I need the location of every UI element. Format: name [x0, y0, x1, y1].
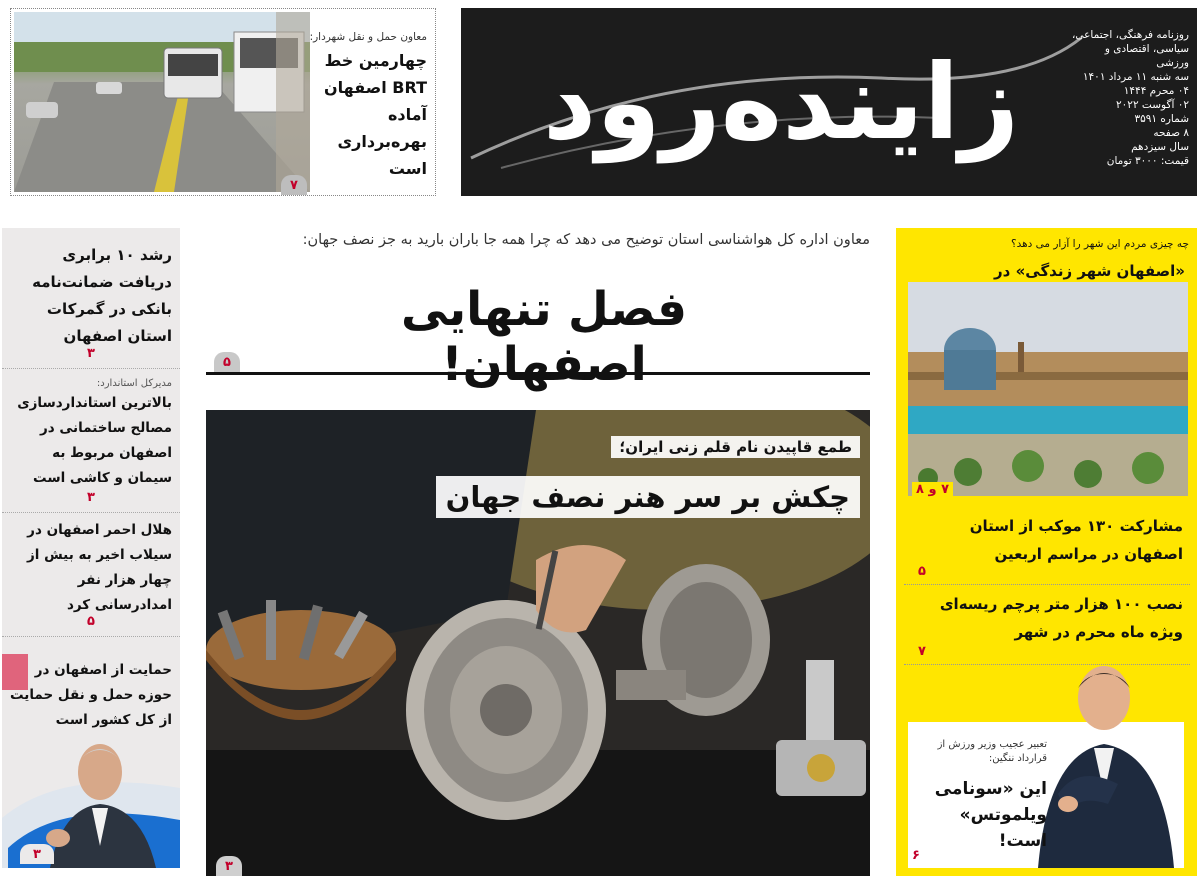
publication-info: [1069, 28, 1189, 168]
left-story-1[interactable]: [6, 242, 172, 350]
feature-story[interactable]: [206, 410, 870, 876]
right-story-1[interactable]: مشارکت ۱۳۰ موکب از استان اصفهان در مراسم اربعین: [969, 517, 1183, 563]
info-line: روزنامه فرهنگی، اجتماعی،: [1072, 29, 1189, 41]
brt-page-number: ۷: [281, 175, 307, 195]
brt-bus-photo: [14, 12, 310, 192]
info-line: ۸ صفحه: [1153, 127, 1189, 139]
left-story-title[interactable]: حمایت از اصفهان در حوزه حمل و نقل حمایت از کل کشور است: [10, 662, 172, 728]
brt-kicker: معاون حمل و نقل شهردار:: [309, 31, 427, 43]
left-story-4[interactable]: [6, 658, 172, 733]
left-story-page-number: ۵: [87, 614, 95, 629]
right-story-2[interactable]: نصب ۱۰۰ هزار متر پرچم ریسه‌ای ویژه ماه محرم در شهر: [939, 595, 1183, 641]
sports-headline[interactable]: این «سونامی ویلموتس» است!: [934, 779, 1047, 851]
left-story-title[interactable]: هلال احمر اصفهان در سیلاب اخیر به بیش از چهار هزار نفر امدادرسانی کرد: [27, 522, 172, 613]
right-top-headline[interactable]: «اصفهان شهر زندگی» در: [994, 262, 1185, 280]
left-news-column: [2, 228, 180, 868]
sports-page-number: ۶: [912, 848, 920, 863]
brt-headline[interactable]: چهارمین خط BRT اصفهان آماده بهره‌برداری است: [324, 51, 427, 178]
brt-story-text: [309, 31, 427, 182]
feature-page-number: ۳: [216, 856, 242, 876]
brt-photo-illustration: [14, 12, 310, 192]
divider: [904, 584, 1190, 585]
info-line: قیمت: ۳۰۰۰ تومان: [1106, 155, 1189, 167]
main-story-kicker: معاون اداره کل هواشناسی استان توضیح می دهد که چرا همه جا باران بارید به جز نصف جهان:: [302, 232, 870, 248]
left-story-title[interactable]: رشد ۱۰ برابری دریافت ضمانت‌نامه بانکی در گمرکات استان اصفهان: [32, 246, 172, 345]
info-line: ۰۲ آگوست ۲۰۲۲: [1116, 99, 1189, 111]
main-headline[interactable]: فصل تنهایی اصفهان!: [400, 282, 688, 392]
masthead: [461, 8, 1197, 196]
right-top-page-numbers: ۷ و ۸: [912, 482, 953, 497]
left-story-title[interactable]: بالاترین استانداردسازی مصالح ساختمانی در اصفهان مربوط به سیمان و کاشی است: [17, 395, 172, 486]
divider: [2, 636, 180, 637]
info-line: سال سیزدهم: [1131, 141, 1189, 153]
newspaper-logo: زاینده‌رود: [542, 41, 1020, 163]
left-story-3[interactable]: [6, 518, 172, 618]
feature-headline[interactable]: چکش بر سر هنر نصف جهان: [436, 476, 860, 518]
naqsh-e-jahan-square-photo: [908, 282, 1188, 496]
right-story-page-number: ۵: [918, 564, 926, 579]
info-line: سیاسی، اقتصادی و ورزشی: [1104, 43, 1189, 69]
sports-kicker: تعبیر عجیب وزیر ورزش از قرارداد ننگین:: [937, 739, 1047, 764]
main-page-number: ۵: [214, 352, 240, 372]
left-story-page-number: ۳: [20, 844, 54, 864]
left-story-2[interactable]: [6, 378, 172, 491]
left-story-page-number: ۳: [87, 346, 95, 361]
left-story-kicker: مدیرکل استاندارد:: [96, 378, 172, 389]
square-illustration: [908, 282, 1188, 496]
right-top-kicker: چه چیزی مردم این شهر را آزار می دهد؟: [1011, 238, 1189, 250]
divider: [2, 368, 180, 369]
left-story-page-number: ۳: [87, 490, 95, 505]
brt-story-box[interactable]: [10, 8, 436, 196]
info-line: سه شنبه ۱۱ مرداد ۱۴۰۱: [1082, 71, 1189, 83]
divider: [2, 512, 180, 513]
info-line: ۰۴ محرم ۱۴۴۴: [1123, 85, 1189, 97]
feature-kicker: طمع قاپیدن نام قلم زنی ایران؛: [611, 436, 860, 458]
right-news-column: [896, 228, 1197, 876]
right-story-page-number: ۷: [918, 644, 926, 659]
info-line: شماره ۳۵۹۱: [1134, 113, 1189, 125]
main-divider: [206, 372, 870, 375]
